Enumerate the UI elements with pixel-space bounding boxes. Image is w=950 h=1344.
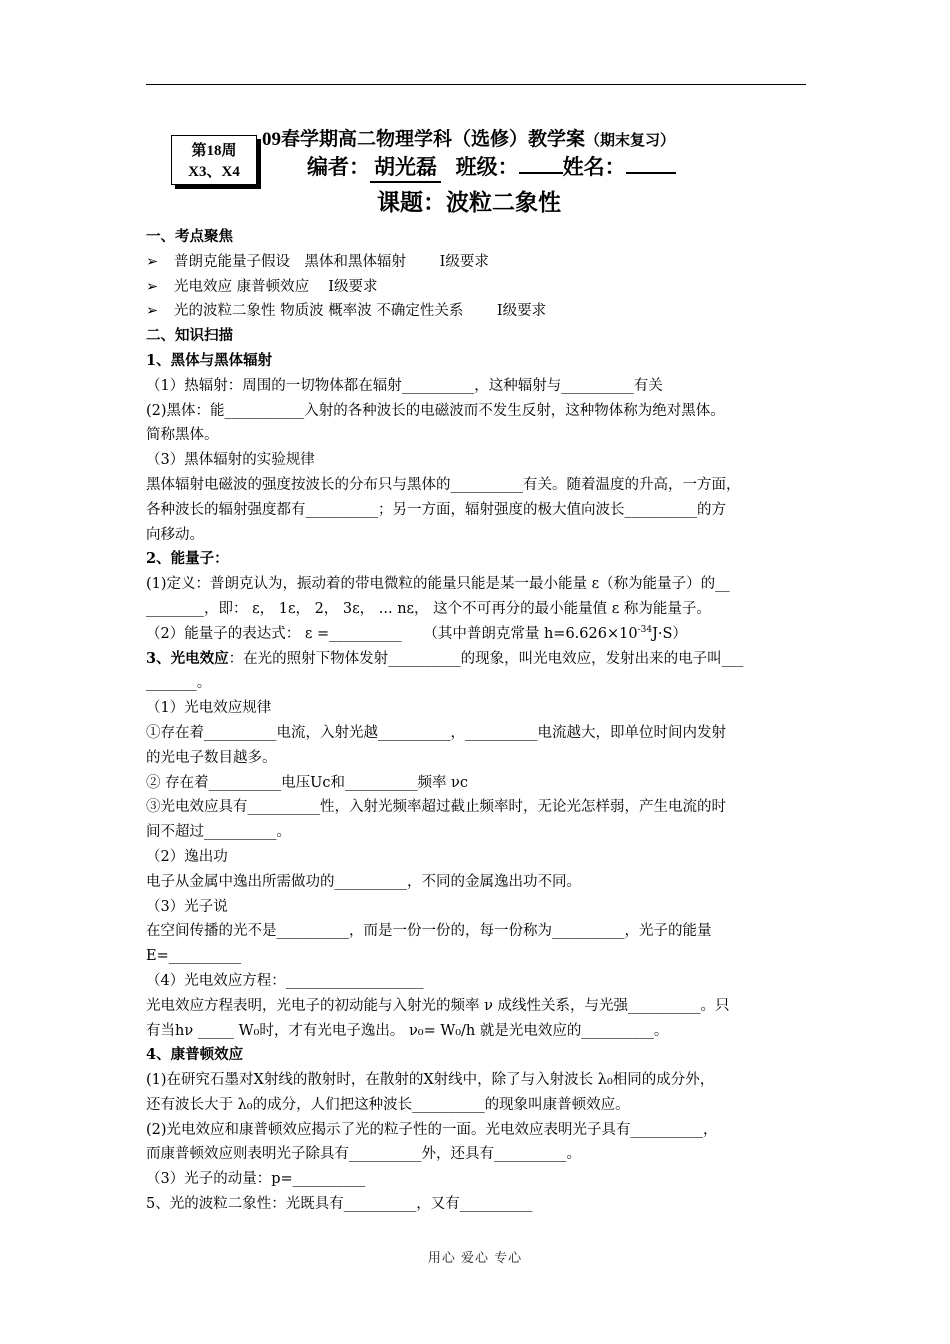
bullet-item xyxy=(146,250,814,275)
text-line: （4）光电效应方程：___________________ xyxy=(146,972,424,989)
text-line: (1)在研究石墨对X射线的散射时，在散射的X射线中，除了与入射波长 λ₀相同的成分外， xyxy=(146,1072,715,1089)
name-blank xyxy=(626,154,676,174)
text-line: 黑体辐射电磁波的强度按波长的分布只与黑体的__________有关。随着温度的升高，一方面， xyxy=(146,476,741,493)
arrow-bullet-icon: ➢ xyxy=(146,278,159,295)
text-line: 电子从金属中逸出所需做功的__________，不同的金属逸出功不同。 xyxy=(146,873,581,890)
editor-name: 胡光磊 xyxy=(370,151,441,183)
text-line: 向移动。 xyxy=(146,526,204,543)
week-box xyxy=(171,135,257,185)
text-line: （1）光电效应规律 xyxy=(146,700,272,717)
text-line: (2)光电效应和康普顿效应揭示了光的粒子性的一面。光电效应表明光子具有__________， xyxy=(146,1121,718,1138)
text-line: _______。 xyxy=(146,675,212,692)
class-blank xyxy=(519,154,563,174)
text-line: ② 存在着__________电压Uc和__________频率 νc xyxy=(146,774,468,791)
text-line: 简称黑体。 xyxy=(146,427,219,444)
topic-title: 课题：波粒二象性 xyxy=(377,189,561,216)
name-label: 姓名： xyxy=(562,154,626,179)
unit-text: J·S） xyxy=(652,625,687,642)
text-line xyxy=(146,622,814,647)
text-line: （1）热辐射：周围的一切物体都在辐射__________，这种辐射与__________有关 xyxy=(146,377,663,394)
document-title xyxy=(262,124,675,151)
document-body xyxy=(146,225,814,1217)
text-line: 有当hν _____ W₀时，才有光电子逸出。 ν₀= W₀/h 就是光电效应的__________。 xyxy=(146,1022,669,1039)
text-line: ________，即： ε， 1ε， 2， 3ε， ... nε， 这个不可再分的最小能量值 ε 称为能量子。 xyxy=(146,600,711,617)
text-line: 光电效应方程表明，光电子的初动能与入射光的频率 ν 成线性关系，与光强__________。只 xyxy=(146,997,730,1014)
header-rule xyxy=(146,84,806,85)
bullet-text: 光的波粒二象性 物质波 概率波 不确定性关系 Ⅰ级要求 xyxy=(174,303,547,320)
text-line: （3）光子说 xyxy=(146,898,228,915)
exponent: -34 xyxy=(637,624,653,635)
text-line: （3）光子的动量：p=__________ xyxy=(146,1171,366,1188)
subsection-heading: 2、能量子： xyxy=(146,550,229,568)
week-class: X3、X4 xyxy=(188,164,240,180)
text-line: （3）黑体辐射的实验规律 xyxy=(146,452,315,469)
editor-label: 编者： xyxy=(307,154,370,179)
text-line: （2）逸出功 xyxy=(146,848,228,865)
text-line: 的光电子数目越多。 xyxy=(146,749,277,766)
class-label: 班级： xyxy=(455,154,519,179)
bullet-item xyxy=(146,299,814,324)
week-number: 第18周 xyxy=(191,143,237,159)
text-line: (2)黑体：能___________入射的各种波长的电磁波而不发生反射，这种物体称为绝对黑体。 xyxy=(146,402,725,419)
text-line: 在空间传播的光不是__________，而是一份一份的，每一份称为__________，光子的能量 xyxy=(146,923,712,940)
text-line: 还有波长大于 λ₀的成分，人们把这种波长__________的现象叫康普顿效应。 xyxy=(146,1096,630,1113)
title-note: （期末复习） xyxy=(585,133,676,149)
section-heading: 二、知识扫描 xyxy=(146,327,233,345)
page-footer: 用心 爱心 专心 xyxy=(427,1251,523,1266)
text-line: 各种波长的辐射强度都有__________；另一方面，辐射强度的极大值向波长__________的方 xyxy=(146,501,726,518)
text-line: 间不超过__________。 xyxy=(146,824,291,841)
subsection-heading: 1、黑体与黑体辐射 xyxy=(146,351,273,369)
text-line xyxy=(146,647,814,672)
text-line: 5、光的波粒二象性：光既具有__________，又有__________ xyxy=(146,1196,533,1213)
bullet-text: 光电效应 康普顿效应 Ⅰ级要求 xyxy=(174,278,378,295)
text-line: ①存在着__________电流，入射光越__________，__________电流越大，即单位时间内发射 xyxy=(146,724,726,741)
formula-text: （2）能量子的表达式： ε =__________ （其中普朗克常量 h=6.626×10 xyxy=(146,625,638,642)
text-line: (1)定义：普朗克认为，振动着的带电微粒的能量只能是某一最小能量 ε（称为能量子）的__ xyxy=(146,576,730,593)
title-text: 09春学期高二物理学科（选修）教学案 xyxy=(262,129,586,150)
subsection-heading: 4、康普顿效应 xyxy=(146,1046,244,1064)
text-line: ③光电效应具有__________性，入射光频率超过截止频率时，无论光怎样弱，产生电流的时 xyxy=(146,799,726,816)
text-line: E=__________ xyxy=(146,948,242,965)
section-heading: 一、考点聚焦 xyxy=(146,228,233,245)
editor-line xyxy=(307,151,676,183)
bullet-item xyxy=(146,275,814,300)
text-line: 而康普顿效应则表明光子除具有__________外，还具有__________。 xyxy=(146,1146,581,1163)
text-span: ：在光的照射下物体发射__________的现象，叫光电效应，发射出来的电子叫___ xyxy=(228,650,744,667)
bullet-text: 普朗克能量子假设 黑体和黑体辐射 Ⅰ级要求 xyxy=(174,253,489,270)
subsection-heading: 3、光电效应 xyxy=(146,649,229,667)
arrow-bullet-icon: ➢ xyxy=(146,253,159,270)
arrow-bullet-icon: ➢ xyxy=(146,303,159,320)
